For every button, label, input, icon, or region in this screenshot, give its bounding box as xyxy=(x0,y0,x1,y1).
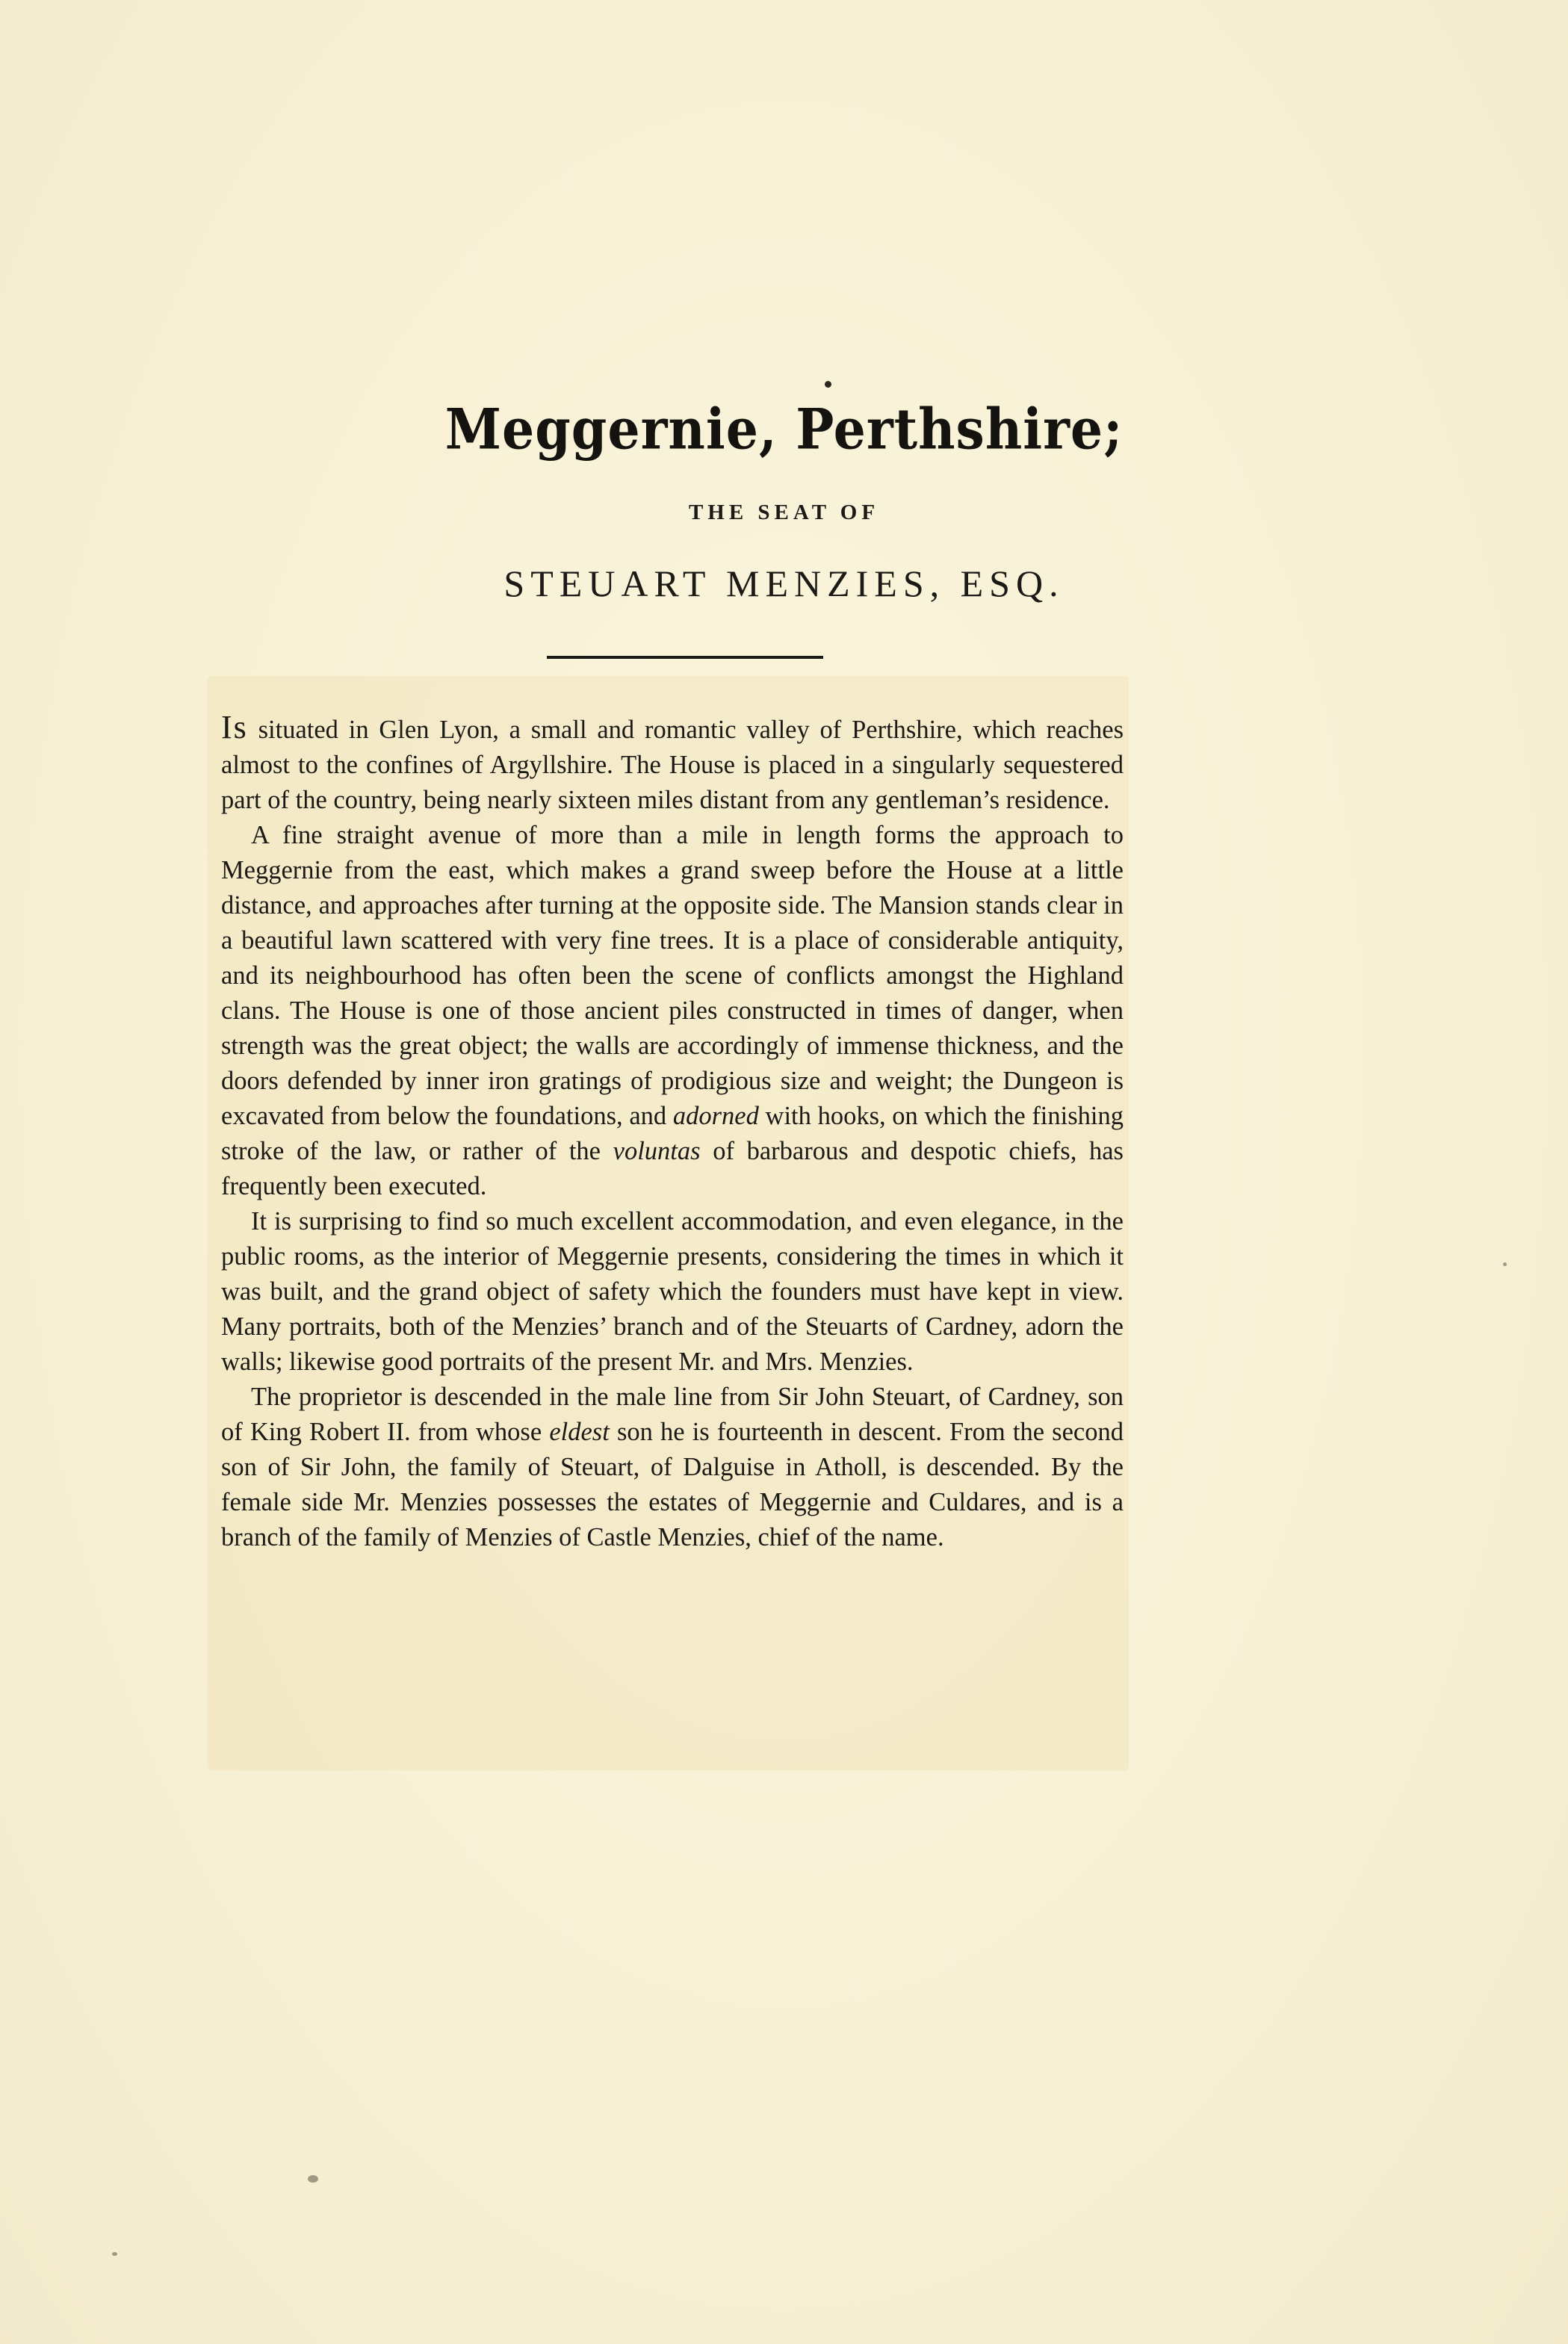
italic-eldest: eldest xyxy=(549,1418,610,1446)
initial-letters: Is xyxy=(221,709,248,745)
paragraph-2 xyxy=(221,818,1124,1204)
italic-voluntas: voluntas xyxy=(613,1137,701,1165)
paragraph-2-text-a: A fine straight avenue of more than a mile in length forms the approach to Meggernie from the east, which makes a grand sweep before the House at a little distance, and approaches after turning at the opposite side. The Mansion stands clear in a beautiful lawn scattered with very fine trees. It is a place of considerable antiquity, and its neighbourhood has often been the scene of conflicts amongst the Highland clans. The House is one of those ancient piles constructed in times of danger, when strength was the great object; the walls are accordingly of immense thickness, and the doors defended by inner iron gratings of prodigious size and weight; the Dungeon is excavated from below the foundations, and xyxy=(221,821,1124,1130)
page-title: Meggernie, Perthshire; xyxy=(444,397,1124,462)
paragraph-1 xyxy=(221,710,1124,818)
paragraph-3: It is surprising to find so much excellent accommodation, and even elegance, in the public rooms, as the interior of Meggernie presents, considering the times in which it was built, and the grand object of safety which the founders must have kept in view. Many portraits, both of the Menzies’ branch and of the Steuarts of Cardney, adorn the walls; likewise good portraits of the present Mr. and Mrs. Menzies. xyxy=(221,1207,1124,1376)
body-text xyxy=(221,710,1124,1555)
title-rule xyxy=(547,656,823,659)
paragraph-4 xyxy=(221,1380,1124,1555)
paragraph-2-text-c: of barbarous and despotic chiefs, has frequently been executed. xyxy=(221,1137,1124,1200)
owner-name: STEUART MENZIES, ESQ. xyxy=(503,562,1065,604)
paragraph-1-text: situated in Glen Lyon, a small and romantic valley of Perthshire, which reaches almost to the confines of Argyllshire. The House is placed in a singularly sequestered part of the country, being nearly sixteen miles distant from any gentleman’s residence. xyxy=(221,716,1124,814)
paper-speck xyxy=(1503,1262,1507,1266)
paper-speck xyxy=(112,2252,117,2256)
paper-speck xyxy=(308,2175,318,2183)
paragraph-4-text-a: The proprietor is descended in the male line from Sir John Steuart, of Cardney, son of King Robert II. from whose xyxy=(221,1383,1124,1446)
paragraph-4-text-b: son he is fourteenth in descent. From the second son of Sir John, the family of Steuart, of Dalguise in Atholl, is descended. By the female side Mr. Menzies possesses the estates of Meggernie and Culdares, and is a branch of the family of Menzies of Castle Menzies, chief of the name. xyxy=(221,1418,1124,1551)
paragraph-2-text-b: with hooks, on which the finishing stroke of the law, or rather of the xyxy=(221,1102,1124,1165)
italic-adorned: adorned xyxy=(672,1102,759,1130)
ink-dot xyxy=(825,381,831,388)
subtitle: THE SEAT OF xyxy=(688,500,880,524)
